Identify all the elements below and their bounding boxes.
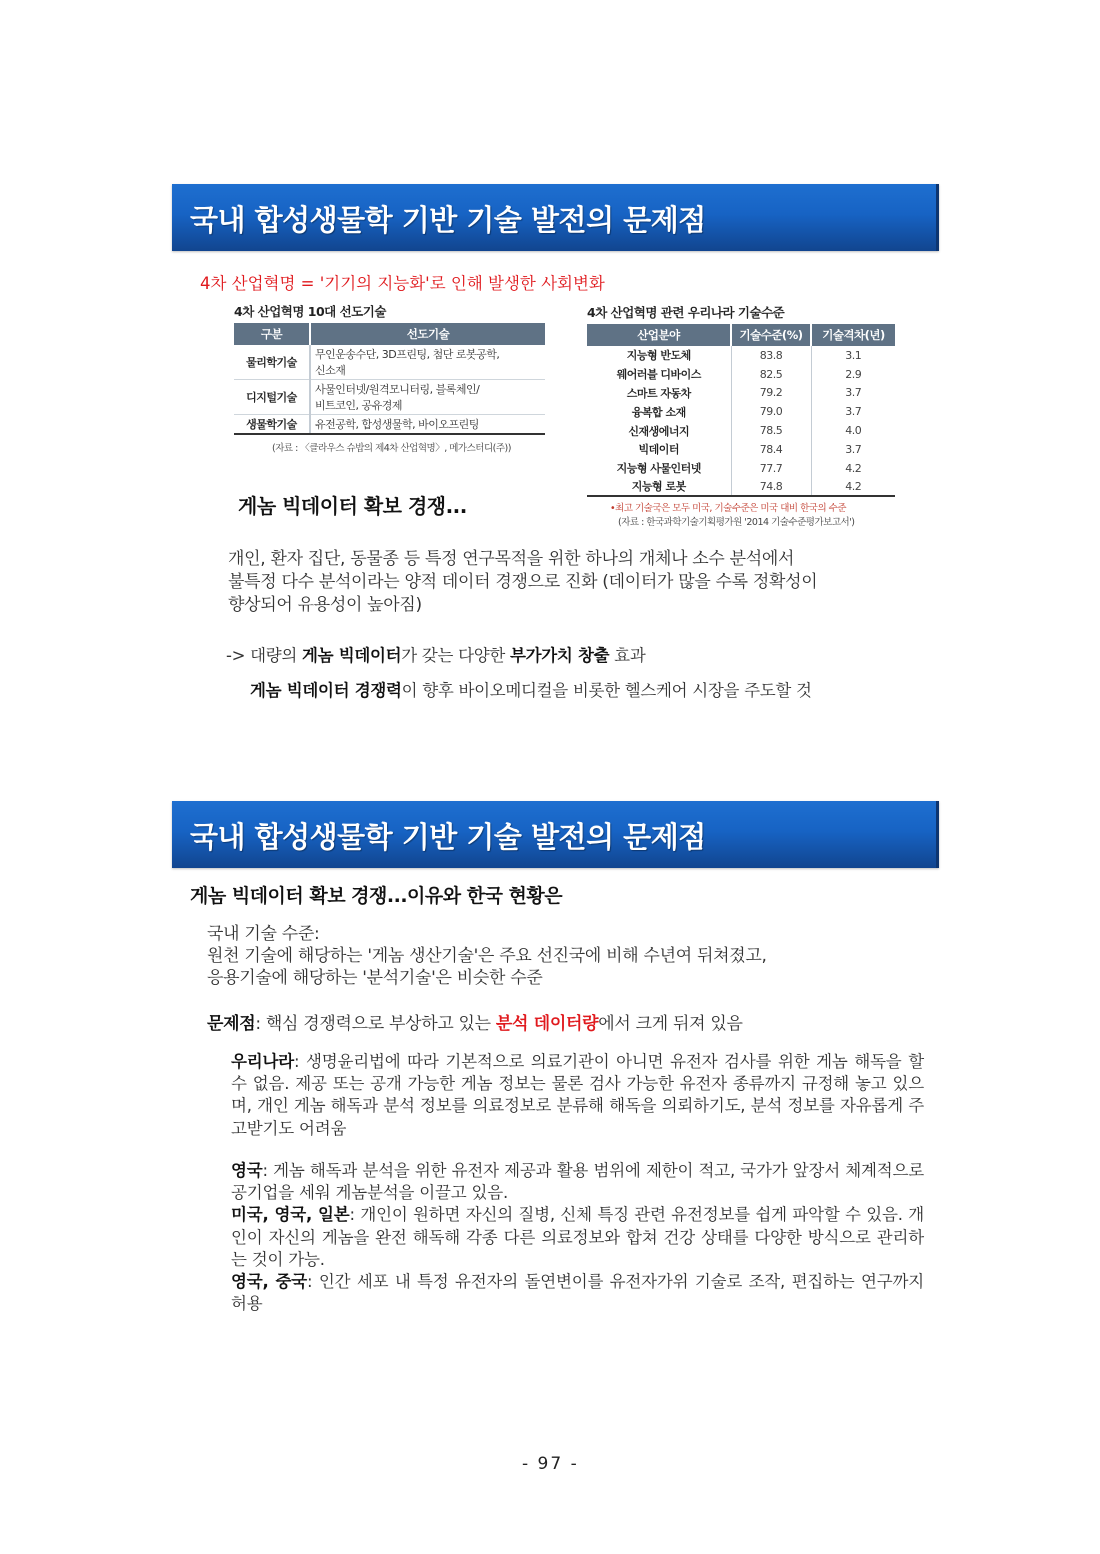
country-label: 우리나라: [231, 1052, 294, 1071]
table-row: [587, 459, 895, 478]
gap-cell: 3.1: [811, 346, 895, 365]
field-cell: 지능형 반도체: [626, 349, 691, 363]
tech-line: 사물인터넷/원격모니터링, 블록체인/: [315, 383, 480, 396]
text-span: 이 향후 바이오메디컬을 비롯한 헬스케어 시장을 주도할 것: [401, 681, 812, 700]
level-cell: 74.8: [731, 478, 811, 497]
slide-1-title: 국내 합성생물학 기반 기술 발전의 문제점: [190, 203, 706, 237]
slide-2-header-bar: [172, 801, 939, 868]
paragraph-line: 개인, 환자 집단, 동물종 등 특정 연구목적을 위한 하나의 개체나 소수 분석에서: [228, 549, 795, 569]
slide-1-competitiveness-line: [250, 679, 812, 702]
level-cell: 78.5: [731, 421, 811, 440]
field-cell: 빅데이터: [638, 443, 679, 457]
domestic-line: 국내 기술 수준:: [207, 924, 320, 944]
country-label: 영국: [231, 1161, 263, 1180]
gap-cell: 3.7: [811, 402, 895, 421]
text-span: : 핵심 경쟁력으로 부상하고 있는: [255, 1014, 496, 1034]
bold-span: 부가가치 창출: [509, 646, 610, 665]
level-cell: 82.5: [731, 365, 811, 384]
tech-cell: [310, 345, 545, 380]
table-row: [234, 345, 545, 380]
korea-block: [231, 1051, 924, 1140]
problem-label: 문제점: [207, 1014, 256, 1034]
tech-level-table-caption: 4차 산업혁명 관련 우리나라 기술수준: [587, 305, 785, 320]
table-row: [234, 415, 545, 435]
tech-level-table: [587, 324, 895, 497]
level-cell: 79.0: [731, 402, 811, 421]
gap-cell: 3.7: [811, 440, 895, 459]
table-row: [234, 380, 545, 415]
countries-block: [231, 1160, 924, 1315]
country-label: 영국, 중국: [231, 1272, 308, 1292]
leading-tech-table-source: (자료 : 〈클라우스 슈밥의 제4차 산업혁명〉, 메가스터디(주)): [272, 443, 511, 454]
bold-span: 게놈 빅데이터: [302, 646, 402, 665]
country-text: : 게놈 해독과 분석을 위한 유전자 제공과 활용 범위에 제한이 적고, 국가가 앞장서 체계적으로 공기업을 세워 게놈분석을 이끌고 있음.: [231, 1161, 924, 1203]
level-cell: 77.7: [731, 459, 811, 478]
table-row: [587, 365, 895, 384]
column-header: 구분: [234, 323, 310, 345]
column-header: 기술수준(%): [731, 324, 811, 346]
column-header: 산업분야: [587, 324, 731, 346]
page-number: - 97 -: [522, 1454, 579, 1474]
level-cell: 83.8: [731, 346, 811, 365]
slide-1-subtitle: 4차 산업혁명 = '기기의 지능화'로 인해 발생한 사회변화: [200, 274, 605, 293]
paragraph-line: 향상되어 유용성이 높아짐): [228, 595, 422, 615]
column-header: 기술격차(년): [811, 324, 895, 346]
text-span: -> 대량의: [226, 646, 302, 665]
column-header: 선도기술: [310, 323, 545, 345]
leading-tech-table-caption: 4차 산업혁명 10대 선도기술: [234, 304, 386, 319]
category-cell: 물리학기술: [234, 345, 310, 380]
level-cell: 78.4: [731, 440, 811, 459]
gap-cell: 3.7: [811, 384, 895, 403]
tech-line: 유전공학, 합성생물학, 바이오프린팅: [315, 418, 479, 431]
text-span: 에서 크게 뒤져 있음: [598, 1014, 743, 1034]
text-span: 가 갖는 다양한: [401, 646, 510, 665]
highlight-span: 분석 데이터량: [495, 1014, 599, 1034]
leading-tech-table: [234, 323, 545, 435]
tech-level-table-source: (자료 : 한국과학기술기획평가원 '2014 기술수준평가보고서'): [618, 517, 855, 528]
table-row: [587, 402, 895, 421]
gap-cell: 4.0: [811, 421, 895, 440]
slide-2-title: 국내 합성생물학 기반 기술 발전의 문제점: [190, 820, 706, 854]
country-entry: [231, 1204, 924, 1271]
country-entry: [231, 1160, 924, 1204]
text-span: 효과: [609, 646, 646, 665]
field-cell: 신재생에너지: [628, 424, 690, 438]
country-text: : 인간 세포 내 특정 유전자의 돌연변이를 유전자가위 기술로 조작, 편집하는 연구까지 허용: [231, 1272, 924, 1314]
slide-1: [172, 184, 939, 724]
country-label: 미국, 영국, 일본: [231, 1205, 350, 1225]
field-cell: 스마트 자동차: [626, 386, 691, 400]
slide-1-paragraph: [228, 548, 817, 617]
tech-line: 무인운송수단, 3D프린팅, 첨단 로봇공학,: [315, 348, 500, 361]
slide-2-section-heading: 게놈 빅데이터 확보 경쟁...이유와 한국 현황은: [190, 885, 563, 907]
tech-cell: [310, 415, 545, 435]
bold-span: 게놈 빅데이터 경쟁력: [250, 681, 402, 700]
tech-level-table-note: •최고 기술국은 모두 미국, 기술수준은 미국 대비 한국의 수준: [610, 503, 847, 514]
domestic-level-block: [207, 923, 767, 989]
tech-cell: [310, 380, 545, 415]
country-text: : 개인이 원하면 자신의 질병, 신체 특징 관련 유전정보를 쉽게 파악할 수 있음. 개인이 자신의 게놈을 완전 해독해 각종 다른 의료정보와 합쳐 건강 상태를 다양한 방식으로 관리하는 것이 가능.: [231, 1205, 924, 1269]
domestic-line: 원천 기술에 해당하는 '게놈 생산기술'은 주요 선진국에 비해 수년여 뒤쳐졌고,: [207, 946, 767, 966]
level-cell: 79.2: [731, 384, 811, 403]
category-cell: 생물학기술: [234, 415, 310, 435]
table-row: [587, 440, 895, 459]
country-text: : 생명윤리법에 따라 기본적으로 의료기관이 아니면 유전자 검사를 위한 게놈 해독을 할 수 없음. 제공 또는 공개 가능한 게놈 정보는 물론 검사 가능한 유전자 종류까지 규정해 놓고 있으며, 개인 게놈 해독과 분석 정보를 의료정보로 분류해 해독을 의뢰하기도, 분석 정보를 자유롭게 주고받기도 어려움: [231, 1052, 924, 1138]
tech-line: 신소재: [315, 364, 346, 377]
field-cell: 지능형 로봇: [587, 478, 731, 497]
slide-1-header-bar: [172, 184, 939, 251]
country-entry: [231, 1271, 924, 1315]
gap-cell: 4.2: [811, 478, 895, 497]
gap-cell: 2.9: [811, 365, 895, 384]
table-row: [587, 421, 895, 440]
gap-cell: 4.2: [811, 459, 895, 478]
slide-1-arrow-line: [226, 644, 645, 667]
field-cell: 지능형 사물인터넷: [616, 462, 701, 476]
table-row: [587, 346, 895, 365]
slide-1-section-heading: 게놈 빅데이터 확보 경쟁...: [238, 494, 467, 518]
field-cell: 웨어러블 디바이스: [616, 368, 701, 382]
table-row: [587, 384, 895, 403]
category-cell: 디지털기술: [234, 380, 310, 415]
domestic-line: 응용기술에 해당하는 '분석기술'은 비슷한 수준: [207, 968, 543, 988]
table-row: [587, 478, 895, 497]
problem-line: [207, 1013, 743, 1036]
field-cell: 융복합 소재: [631, 405, 686, 419]
slide-2: [172, 801, 939, 1341]
paragraph-line: 불특정 다수 분석이라는 양적 데이터 경쟁으로 진화 (데이터가 많을 수록 정확성이: [228, 572, 818, 592]
tech-line: 비트코인, 공유경제: [315, 399, 403, 412]
